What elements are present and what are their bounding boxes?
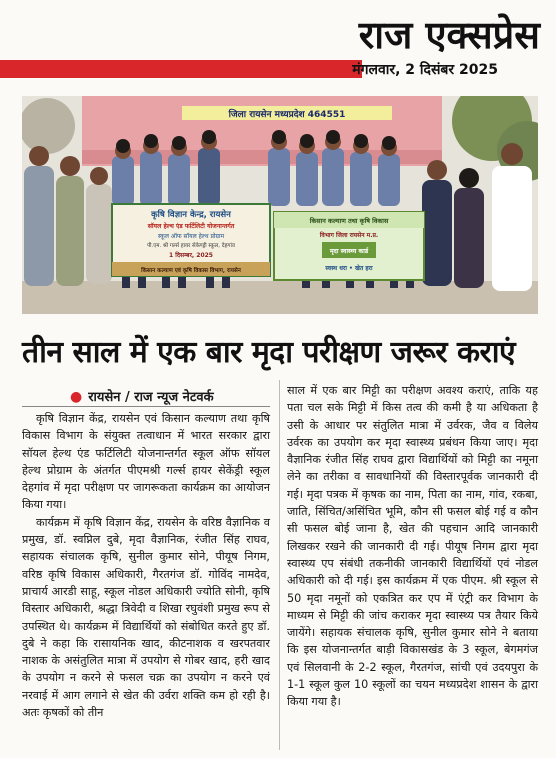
article-headline: तीन साल में एक बार मृदा परीक्षण जरूर कराएं	[22, 335, 516, 370]
svg-text:मृदा स्वास्थ्य कार्ड: मृदा स्वास्थ्य कार्ड	[329, 248, 369, 255]
byline-rule	[22, 406, 270, 407]
paragraph: कार्यक्रम में कृषि विज्ञान केंद्र, रायसेन के वरिष्ठ वैज्ञानिक व प्रमुख, डॉ. स्वप्निल दुबे, मृदा वैज्ञानिक, रंजीत सिंह राघव, सहायक संचालक कृषि, सुनील कुमार सोने, पीयूष निगम, वरिष्ठ कृषि विकास अधिकारी, गैरतगंज डॉ. गोविंद नामदेव, प्राचार्य आरडी साहू, स्कूल नोडल अधिकारी ज्योति सोनी, कृषि विस्तार अधिकारी, श्रद्धा त्रिवेदी व शिखा रघुवंशी प्रमुख रूप से उपस्थित थे। कार्यक्रम में विद्यार्थियों को संबोधित करते हुए डॉ. दुबे ने कहा कि रासायनिक खाद, कीटनाशक व खरपतवार नाशक के असंतुलित मात्रा में उपयोग से गोबर खाद, हरी खाद के उपयोग न करने से फसल चक्र का उपयोग न करने एवं नरवाई में आग लगाने से खेत की उर्वरा शक्ति कम हो रही है। अतः कृषकों को तीन	[22, 515, 270, 720]
paragraph: कृषि विज्ञान केंद्र, रायसेन एवं किसान कल्याण तथा कृषि विकास विभाग के संयुक्त तत्वाधान में भारत सरकार द्वारा सॉयल हेल्थ एंड फर्टिलिटी योजनान्तर्गत स्कूल ऑफ सॉयल हेल्थ प्रोग्राम के अंतर्गत पीएमश्री गर्ल्स हायर सेकेंड्री स्कूल देहगांव में मृदा परीक्षण पर जागरूकता कार्यक्रम का आयोजन किया गया।	[22, 412, 270, 512]
byline-text: रायसेन / राज न्यूज नेटवर्क	[88, 390, 214, 405]
byline	[70, 387, 214, 405]
svg-text:पी.एम. श्री गर्ल्स हायर सेकेण्: पी.एम. श्री गर्ल्स हायर सेकेण्ड्री स्कूल, देहगांव	[147, 243, 235, 249]
bullet-icon: ●	[70, 389, 83, 405]
svg-text:स्वस्थ धरा • खेत हरा: स्वस्थ धरा • खेत हरा	[325, 265, 373, 272]
svg-text:किसान कल्याण तथा कृषि विकास: किसान कल्याण तथा कृषि विकास	[309, 217, 389, 225]
newspaper-name: राज एक्सप्रेस	[358, 13, 540, 57]
masthead	[0, 0, 556, 92]
column-divider	[279, 380, 280, 750]
banner-right	[274, 212, 424, 280]
svg-text:कृषि विज्ञान केन्द्र, रायसेन: कृषि विज्ञान केन्द्र, रायसेन	[151, 210, 231, 220]
edition-date: मंगलवार, 2 दिसंबर 2025	[352, 62, 498, 78]
svg-text:सॉयल हेल्थ एंड फर्टिलिटी योजना: सॉयल हेल्थ एंड फर्टिलिटी योजनान्तर्गत	[147, 223, 235, 230]
article-column-right	[287, 382, 538, 711]
news-photo	[22, 96, 538, 314]
article-column-left	[22, 410, 270, 721]
svg-text:विभाग जिला रायसेन म.प्र.: विभाग जिला रायसेन म.प्र.	[319, 232, 379, 239]
svg-text:स्कूल ऑफ सॉयल हेल्थ प्रोग्राम: स्कूल ऑफ सॉयल हेल्थ प्रोग्राम	[157, 233, 225, 240]
svg-text:किसान कल्याण एवं कृषि विकास वि: किसान कल्याण एवं कृषि विकास विभाग, रायसेन	[141, 268, 241, 274]
banner-left	[112, 204, 270, 276]
masthead-red-band	[0, 60, 362, 78]
svg-text:1 दिसम्बर, 2025: 1 दिसम्बर, 2025	[169, 252, 213, 259]
building-sign: जिला रायसेन मध्यप्रदेश 464551	[228, 110, 346, 120]
paragraph: साल में एक बार मिट्टी का परीक्षण अवश्य कराएं, ताकि यह पता चल सके मिट्टी में किस तत्व की कमी है या अधिकता है उसी के आधार पर संतुलित मात्रा में उर्वरक, जैव व विलेय उर्वरक का उपयोग कर मृदा स्वास्थ्य प्रबंधन किया जाए। मृदा वैज्ञानिक रंजीत सिंह राघव द्वारा विद्यार्थियों को मिट्टी का नमूना लेने का तरीका व सावधानियों की विस्तारपूर्वक जानकारी दी गई। मृदा पत्रक में कृषक का नाम, पिता का नाम, गांव, रकबा, जाति, सिंचित/असिंचित भूमि, कौन सी फसल बोई गई व कौन सी फसल बोई जाना है, खेत की पहचान आदि जानकारी लिखकर रखने की जानकारी दी गई। पीयूष निगम द्वारा मृदा स्वास्थ्य एप संबंधी तकनीकी जानकारी विद्यार्थियों एवं नोडल अधिकारी को दी गई। इस कार्यक्रम में एक पीएम. श्री स्कूल से 50 मृदा नमूनों को एकत्रित कर एप में एंट्री कर विभाग के माध्यम से मिट्टी की जांच कराकर मृदा स्वास्थ्य पत्र तैयार किये जायेंगे। सहायक संचालक कृषि, सुनील कुमार सोने ने बताया कि इस योजनान्तर्गत बाड़ी विकासखंड के 3 स्कूल, बेगमगंज एवं सिलवानी के 2-2 स्कूल, गैरतगंज, सांची एवं उदयपुरा के 1-1 स्कूल कुल 10 स्कूलों का चयन मध्यप्रदेश शासन के द्वारा किया गया है।	[287, 384, 538, 709]
